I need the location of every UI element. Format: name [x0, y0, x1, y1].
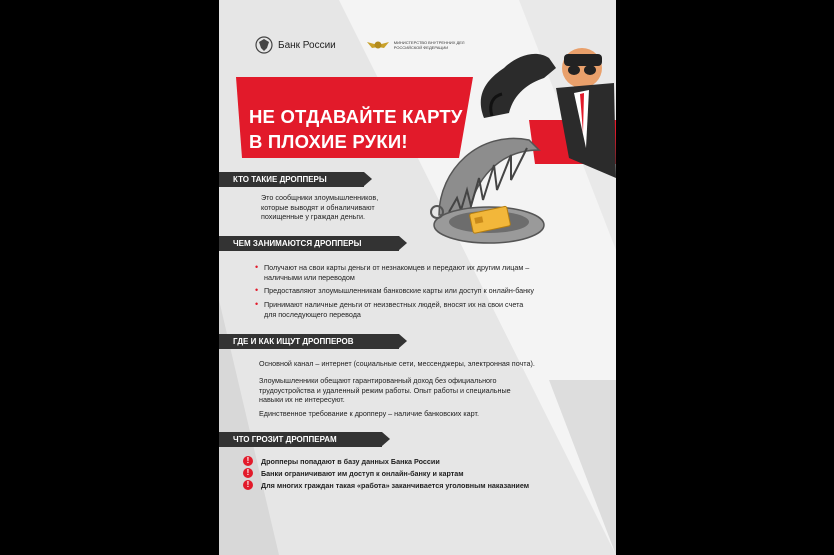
warning-icon: !: [243, 468, 253, 478]
what-bullet-1: • Получают на свои карты деньги от незнакомцев и передают их другим лицам – наличными или переводом: [255, 263, 594, 282]
threat-item-2: ! Банки ограничивают им доступ к онлайн-банку и картам: [243, 469, 464, 479]
where-p2: Злоумышленники обещают гарантированный доход без официального трудоустройства и удаленный режим работы. Опыт работы и специальные навыки их не интересуют.: [259, 376, 511, 404]
bank-russia-logo: [255, 35, 336, 55]
threat-item-1: ! Дропперы попадают в базу данных Банка России: [243, 457, 440, 467]
logos-header: [255, 34, 484, 56]
threat-item-3: ! Для многих граждан такая «работа» заканчивается уголовным наказанием: [243, 481, 529, 491]
warning-icon: !: [243, 480, 253, 490]
banner-title: НЕ ОТДАВАЙТЕ КАРТУ В ПЛОХИЕ РУКИ!: [249, 106, 463, 152]
section-threat-title: ЧТО ГРОЗИТ ДРОППЕРАМ: [219, 432, 382, 447]
section-who-text: Это сообщники злоумышленников, которые выводят и обналичивают похищенные у граждан деньги.: [261, 193, 379, 221]
section-what-title: ЧЕМ ЗАНИМАЮТСЯ ДРОППЕРЫ: [219, 236, 399, 251]
mvd-emblem-icon: [366, 36, 390, 54]
section-who-title: КТО ТАКИЕ ДРОППЕРЫ: [219, 172, 364, 187]
poster: [219, 0, 616, 555]
section-where-title: ГДЕ И КАК ИЩУТ ДРОППЕРОВ: [219, 334, 399, 349]
where-p1: Основной канал – интернет (социальные сети, мессенджеры, электронная почта).: [259, 359, 535, 368]
mvd-name: МИНИСТЕРСТВО ВНУТРЕННИХ ДЕЛ РОССИЙСКОЙ ФЕДЕРАЦИИ: [393, 40, 465, 50]
what-bullet-2: • Предоставляют злоумышленникам банковские карты или доступ к онлайн-банку: [255, 286, 604, 296]
mvd-logo: [366, 36, 484, 54]
bank-name: Банк России: [278, 39, 336, 51]
bear-trap-illustration: [419, 120, 559, 250]
eagle-emblem-icon: [255, 35, 273, 55]
warning-icon: !: [243, 456, 253, 466]
where-p3: Единственное требование к дропперу – наличие банковских карт.: [259, 409, 479, 418]
what-bullet-3: • Принимают наличные деньги от неизвестных людей, вносят их на свои счета для последующего перевода: [255, 300, 594, 319]
